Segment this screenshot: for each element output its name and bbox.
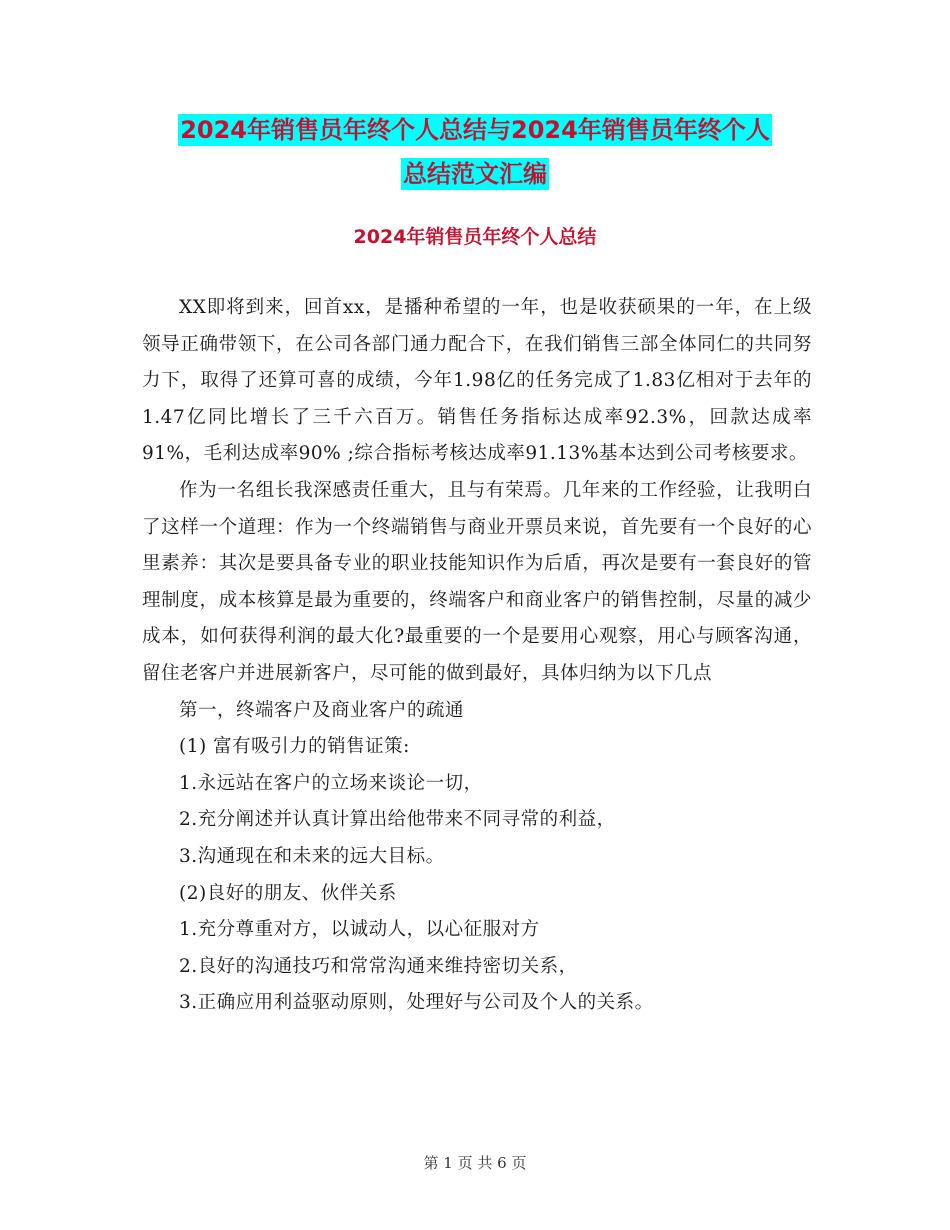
paragraph-experience: 作为一名组长我深感责任重大，且与有荣焉。几年来的工作经验，让我明白了这样一个道理：作为一个终端销售与商业开票员来说，首先要有一个良好的心里素养：其次是要具备专业的职业技能知识作为后盾，再次是要有一套良好的管理制度，成本核算是最为重要的，终端客户和商业客户的销售控制，尽量的减少成本，如何获得利润的最大化?最重要的一个是要用心观察，用心与顾客沟通，留住老客户并进展新客户，尽可能的做到最好，具体归纳为以下几点 bbox=[142, 479, 812, 684]
document-body bbox=[142, 290, 812, 1022]
page-footer: 第 1 页 共 6 页 bbox=[423, 1154, 527, 1172]
document-title-line2: 总结范文汇编 bbox=[403, 160, 547, 188]
list-item: 3.沟通现在和未来的远大目标。 bbox=[179, 845, 445, 867]
list-heading-first: 第一，终端客户及商业客户的疏通 bbox=[179, 699, 465, 721]
list-subheading-1: (1) 富有吸引力的销售证策: bbox=[179, 736, 410, 758]
paragraph-summary: XX即将到来，回首xx，是播种希望的一年，也是收获硕果的一年，在上级领导正确带领下，在公司各部门通力配合下，在我们销售三部全体同仁的共同努力下，取得了还算可喜的成绩，今年1.98亿的任务完成了1.83亿相对于去年的1.47亿同比增长了三千六百万。销售任务指标达成率92.3%，回款达成率91%，毛利达成率90% ;综合指标考核达成率91.13%基本达到公司考核要求。 bbox=[142, 297, 812, 465]
list-subheading-2: (2)良好的朋友、伙伴关系 bbox=[179, 882, 397, 904]
document-title bbox=[0, 108, 950, 196]
list-item: 3.正确应用利益驱动原则，处理好与公司及个人的关系。 bbox=[179, 992, 654, 1014]
list-item: 1.永远站在客户的立场来谈论一切， bbox=[179, 772, 483, 794]
list-item: 2.充分阐述并认真计算出给他带来不同寻常的利益， bbox=[179, 809, 616, 831]
section-title: 2024年销售员年终个人总结 bbox=[353, 226, 597, 248]
list-item: 1.充分尊重对方，以诚动人，以心征服对方 bbox=[179, 919, 540, 941]
list-item: 2.良好的沟通技巧和常常沟通来维持密切关系， bbox=[179, 955, 578, 977]
document-title-line1: 2024年销售员年终个人总结与2024年销售员年终个人 bbox=[180, 116, 770, 144]
